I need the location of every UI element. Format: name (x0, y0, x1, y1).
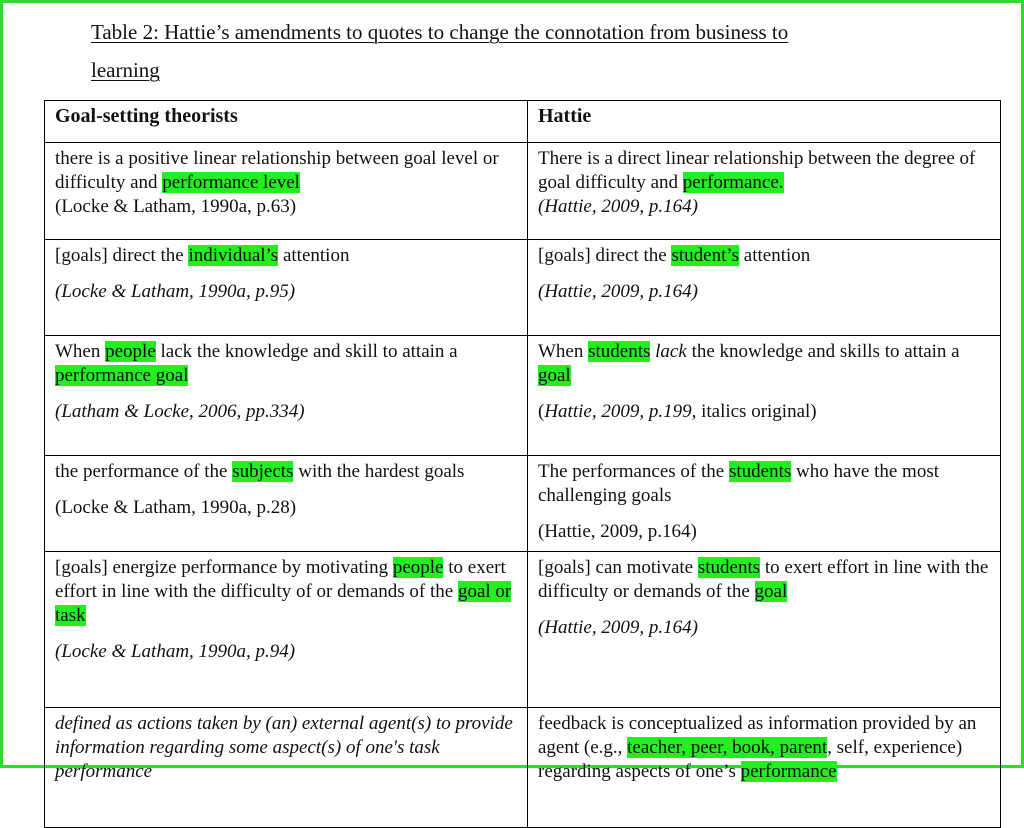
hattie-quote-cell (528, 708, 1001, 828)
quote-text: [goals] energize performance by motivating people to exert effort in line with the difficulty of or demands of the goal or task (55, 557, 512, 626)
hattie-quote-cell (528, 143, 1001, 240)
theorist-quote-cell (45, 240, 528, 336)
emphasis: lack (655, 341, 687, 362)
quote-text: the performance of the subjects with the hardest goals (55, 461, 465, 482)
table-row (45, 456, 1001, 552)
citation: (Locke & Latham, 1990a, p.28) (55, 497, 297, 518)
hattie-quote-cell (528, 336, 1001, 456)
citation: (Hattie, 2009, p.164) (538, 617, 698, 638)
hattie-quote-cell (528, 552, 1001, 708)
hattie-quote-cell (528, 240, 1001, 336)
table-header-row (45, 101, 1001, 143)
column-header-hattie: Hattie (528, 101, 1001, 143)
highlight: goal or task (55, 581, 512, 626)
quote-text: The performances of the students who have the most challenging goals (538, 461, 940, 506)
highlight: individual’s (188, 245, 279, 266)
comparison-table (44, 100, 1001, 828)
column-header-goal-setting-theorists: Goal-setting theorists (45, 101, 528, 143)
highlight: people (105, 341, 156, 362)
citation: (Locke & Latham, 1990a, p.95) (55, 281, 296, 302)
quote-text: There is a direct linear relationship between the degree of goal difficulty and performance. (538, 148, 976, 193)
theorist-quote-cell (45, 456, 528, 552)
table-row (45, 336, 1001, 456)
highlight: performance level (162, 172, 300, 193)
caption-line-2: learning (91, 58, 160, 82)
citation: (Locke & Latham, 1990a, p.63) (55, 196, 297, 217)
table-row (45, 708, 1001, 828)
quote-text: feedback is conceptualized as information provided by an agent (e.g., teacher, peer, book, parent, self, experience) regarding aspects of one’s performance (538, 713, 977, 782)
quote-text: [goals] can motivate students to exert effort in line with the difficulty or demands of the goal (538, 557, 989, 602)
citation: (Hattie, 2009, p.199, italics original) (538, 401, 817, 422)
table-row (45, 240, 1001, 336)
quote-text: [goals] direct the student’s attention (538, 245, 811, 266)
hattie-quote-cell (528, 456, 1001, 552)
highlight: students (728, 461, 792, 482)
highlight: performance. (682, 172, 784, 193)
caption-line-1: Table 2: Hattie’s amendments to quotes to change the connotation from business to (91, 20, 789, 44)
quote-text: there is a positive linear relationship between goal level or difficulty and performance level (55, 148, 499, 193)
quote-text: [goals] direct the individual’s attention (55, 245, 350, 266)
theorist-quote-cell (45, 336, 528, 456)
citation: (Locke & Latham, 1990a, p.94) (55, 641, 296, 662)
highlight: performance (740, 761, 837, 782)
table-row (45, 552, 1001, 708)
highlight: goal (754, 581, 788, 602)
highlight: students (588, 341, 651, 362)
citation: (Hattie, 2009, p.164) (538, 281, 698, 302)
highlight: goal (538, 365, 571, 386)
highlight: subjects (232, 461, 294, 482)
citation: (Latham & Locke, 2006, pp.334) (55, 401, 305, 422)
theorist-quote-cell (45, 143, 528, 240)
highlight: student’s (671, 245, 740, 266)
citation: (Hattie, 2009, p.164) (538, 196, 698, 217)
table-row (45, 143, 1001, 240)
quote-text: defined as actions taken by (an) external agent(s) to provide information regarding some aspect(s) of one's task performance (55, 713, 513, 782)
table-caption (91, 13, 891, 89)
quote-text: When people lack the knowledge and skill to attain a performance goal (55, 341, 458, 386)
highlight: people (392, 557, 444, 578)
quote-text: When students lack the knowledge and skills to attain a goal (538, 341, 960, 386)
citation: (Hattie, 2009, p.164) (538, 521, 697, 542)
highlight: performance goal (55, 365, 189, 386)
highlight: teacher, peer, book, parent (627, 737, 828, 758)
theorist-quote-cell (45, 552, 528, 708)
highlight: students (697, 557, 761, 578)
theorist-quote-cell (45, 708, 528, 828)
